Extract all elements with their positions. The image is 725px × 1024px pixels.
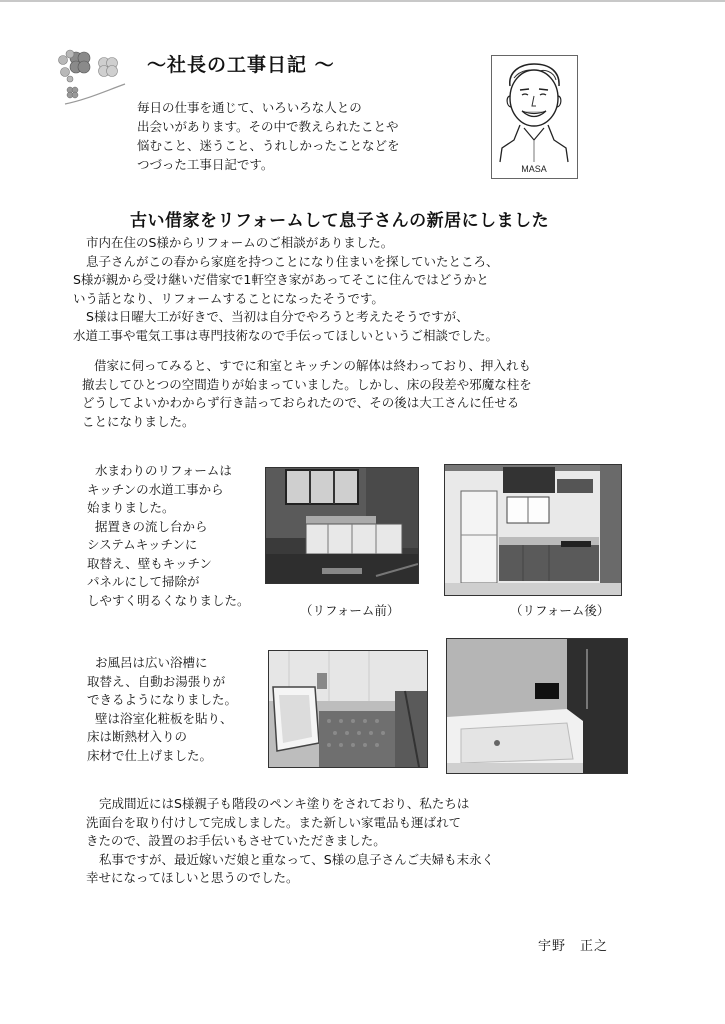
paragraph-line: 借家に伺ってみると、すでに和室とキッチンの解体は終わっており、押入れも bbox=[94, 358, 531, 373]
paragraph-line: どうしてよいかわからず行き詰っておられたので、その後は大工さんに任せる bbox=[82, 395, 520, 410]
intro-line: 毎日の仕事を通じて、いろいろな人との bbox=[137, 100, 362, 115]
paragraph-line: 完成間近にはS様親子も階段のペンキ塗りをされており、私たちは bbox=[99, 796, 470, 811]
caption-line: 据置きの流し台から bbox=[95, 518, 208, 534]
paragraph-line: 幸せになってほしいと思うのでした。 bbox=[86, 870, 299, 885]
before-label: （リフォーム前） bbox=[300, 603, 400, 618]
author-signature: 宇野 正之 bbox=[538, 939, 609, 954]
paragraph-line: 市内在住のS様からリフォームのご相談がありました。 bbox=[86, 235, 394, 250]
caption-line: 取替え、自動お湯張りが bbox=[87, 673, 226, 689]
paragraph-1 bbox=[73, 234, 499, 345]
caption-line: 取替え、壁もキッチン bbox=[87, 555, 212, 571]
caption-line: できるようになりました。 bbox=[87, 692, 238, 707]
paragraph-line: ことになりました。 bbox=[82, 413, 195, 429]
paragraph-line: 水道工事や電気工事は専門技術なので手伝ってほしいというご相談でした。 bbox=[73, 327, 499, 343]
caption-line: 壁は浴室化粧板を貼り、 bbox=[95, 710, 233, 726]
paragraph-line: きたので、設置のお手伝いもさせていただきました。 bbox=[86, 833, 386, 848]
caption-line: しやすく明るくなりました。 bbox=[87, 592, 250, 608]
caption-line: キッチンの水道工事から bbox=[87, 481, 224, 497]
page-title: 〜社長の工事日記 〜 bbox=[147, 54, 335, 76]
president-portrait bbox=[491, 55, 578, 179]
caption-line: 始まりました。 bbox=[87, 500, 175, 515]
paragraph-line: 息子さんがこの春から家庭を持つことになり住まいを探していたところ、 bbox=[86, 253, 499, 269]
paragraph-line: 洗面台を取り付けして完成しました。また新しい家電品も運ばれて bbox=[86, 814, 462, 830]
caption-line: 水まわりのリフォームは bbox=[95, 463, 232, 478]
paragraph-2 bbox=[82, 357, 532, 431]
caption-line: 床は断熱材入りの bbox=[87, 729, 188, 744]
article-heading: 古い借家をリフォームして息子さんの新居にしました bbox=[130, 211, 550, 231]
after-label: （リフォーム後） bbox=[510, 603, 610, 618]
caption-line: 床材で仕上げました。 bbox=[87, 747, 213, 763]
top-border-line bbox=[0, 0, 725, 2]
portrait-caption: MASA bbox=[521, 164, 547, 174]
caption-line: システムキッチンに bbox=[87, 537, 198, 552]
bath-caption bbox=[87, 654, 238, 765]
kitchen-after-photo bbox=[444, 464, 622, 596]
paragraph-line: 撤去してひとつの空間造りが始まっていました。しかし、床の段差や邪魔な柱を bbox=[82, 376, 532, 392]
clover-icon bbox=[55, 42, 140, 112]
caption-line: パネルにして掃除が bbox=[87, 574, 200, 589]
paragraph-3 bbox=[86, 795, 494, 888]
paragraph-line: いう話となり、リフォームすることになったそうです。 bbox=[73, 290, 384, 306]
paragraph-line: 私事ですが、最近嫁いだ娘と重なって、S様の息子さんご夫婦も末永く bbox=[99, 851, 495, 867]
caption-line: お風呂は広い浴槽に bbox=[95, 655, 208, 670]
kitchen-before-photo bbox=[265, 467, 419, 584]
intro-text bbox=[137, 98, 400, 174]
paragraph-line: S様が親から受け継いだ借家で1軒空き家があってそこに住んではどうかと bbox=[73, 272, 489, 287]
intro-line: つづった工事日記です。 bbox=[137, 157, 274, 172]
intro-line: 出会いがあります。その中で教えられたことや bbox=[137, 119, 399, 134]
bath-after-photo bbox=[446, 638, 628, 774]
paragraph-line: S様は日曜大工が好きで、当初は自分でやろうと考えたそうですが、 bbox=[86, 309, 469, 324]
bath-before-photo bbox=[268, 650, 428, 768]
intro-line: 悩むこと、迷うこと、うれしかったことなどを bbox=[137, 138, 400, 153]
kitchen-caption bbox=[87, 462, 250, 610]
